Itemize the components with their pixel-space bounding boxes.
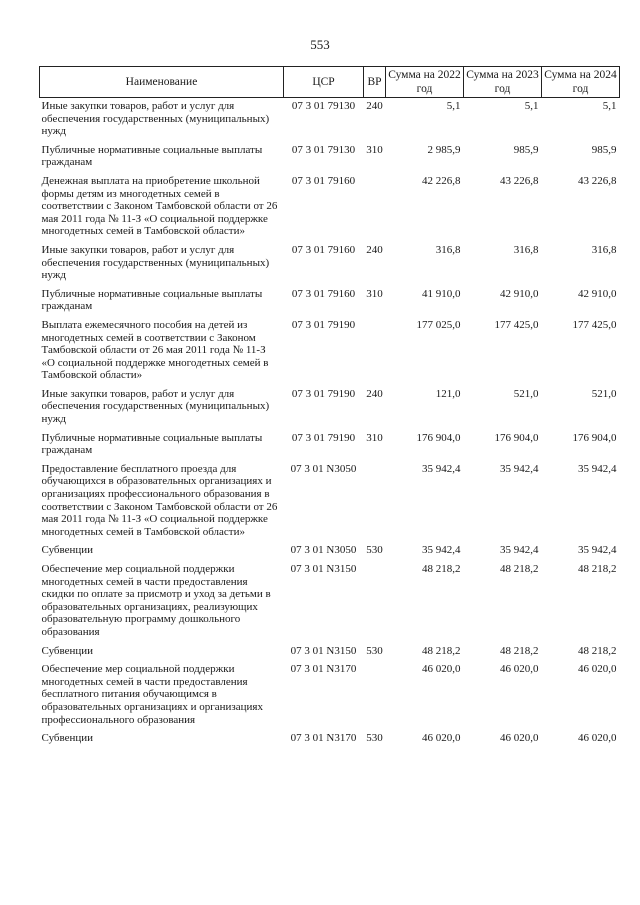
row-csr: 07 3 01 N3150	[290, 563, 357, 575]
row-vr: 530	[366, 644, 383, 657]
row-sum-2022: 46 020,0	[422, 732, 461, 745]
row-sum-2024: 35 942,4	[578, 462, 617, 475]
row-sum-2022: 177 025,0	[416, 318, 461, 331]
row-csr: 07 3 01 N3170	[290, 663, 357, 676]
header-vr: ВР	[364, 67, 386, 98]
row-vr: 240	[366, 243, 383, 256]
row-vr: 310	[366, 143, 383, 156]
row-csr: 07 3 01 79190	[291, 387, 356, 400]
table-row	[40, 388, 620, 432]
table-row	[40, 544, 620, 563]
row-sum-2023: 46 020,0	[500, 663, 539, 676]
row-sum-2022: 316,8	[435, 243, 461, 256]
row-name: Иные закупки товаров, работ и услуг для обеспечения государственных (муниципальных) нужд	[41, 100, 270, 138]
row-csr: 07 3 01 79130	[291, 100, 356, 112]
row-sum-2024: 316,8	[591, 243, 617, 256]
row-sum-2023: 43 226,8	[500, 174, 539, 187]
row-name: Публичные нормативные социальные выплаты гражданам	[41, 431, 263, 457]
table-row	[40, 563, 620, 645]
table-row	[40, 663, 620, 732]
table-row	[40, 98, 620, 144]
row-name: Денежная выплата на приобретение школьной формы детям из многодетных семей в соответствии с Законом Тамбовской области от 26 мая 2011 года № 11-З «О социальной поддержке многодетных семей в Тамбовской области»	[41, 174, 278, 238]
table-row	[40, 175, 620, 244]
row-sum-2022: 48 218,2	[422, 644, 461, 657]
row-sum-2022: 2 985,9	[427, 143, 461, 156]
row-vr	[364, 463, 386, 545]
row-sum-2024: 48 218,2	[578, 644, 617, 657]
row-vr: 310	[366, 431, 383, 444]
row-sum-2023: 316,8	[513, 243, 539, 256]
row-sum-2022: 46 020,0	[422, 663, 461, 676]
row-vr	[364, 319, 386, 388]
row-sum-2022: 121,0	[435, 387, 461, 400]
row-csr: 07 3 01 N3050	[290, 544, 357, 557]
row-sum-2024: 521,0	[591, 387, 617, 400]
row-vr	[364, 563, 386, 645]
row-vr	[364, 175, 386, 244]
page-number: 553	[310, 37, 330, 52]
row-sum-2022: 35 942,4	[422, 544, 461, 557]
header-sum-2023: Сумма на 2023 год	[464, 67, 542, 98]
row-name: Обеспечение мер социальной поддержки многодетных семей в части предоставления скидки по оплате за присмотр и уход за детьми в образовательных организациях, реализующих образовательную программу дошкольного образования	[41, 563, 271, 638]
table-row	[40, 319, 620, 388]
row-csr: 07 3 01 N3170	[290, 732, 357, 745]
row-sum-2024: 42 910,0	[578, 287, 617, 300]
row-sum-2023: 35 942,4	[500, 462, 539, 475]
row-sum-2024: 985,9	[591, 143, 617, 156]
row-sum-2022: 48 218,2	[422, 563, 461, 575]
row-sum-2023: 985,9	[513, 143, 539, 156]
row-sum-2023: 46 020,0	[500, 732, 539, 745]
header-sum-2022: Сумма на 2022 год	[386, 67, 464, 98]
row-sum-2023: 42 910,0	[500, 287, 539, 300]
row-sum-2022: 5,1	[446, 100, 461, 112]
row-sum-2024: 35 942,4	[578, 544, 617, 557]
row-sum-2023: 177 425,0	[494, 318, 539, 331]
header-csr: ЦСР	[284, 67, 364, 98]
row-sum-2023: 48 218,2	[500, 563, 539, 575]
header-name: Наименование	[40, 67, 284, 98]
table-row	[40, 244, 620, 288]
row-csr: 07 3 01 79160	[291, 243, 356, 256]
row-name: Публичные нормативные социальные выплаты гражданам	[41, 143, 263, 169]
row-csr: 07 3 01 79190	[291, 431, 356, 444]
row-vr: 530	[366, 732, 383, 745]
row-sum-2023: 48 218,2	[500, 644, 539, 657]
row-name: Иные закупки товаров, работ и услуг для обеспечения государственных (муниципальных) нужд	[41, 243, 270, 282]
row-sum-2024: 46 020,0	[578, 732, 617, 745]
row-vr: 310	[366, 287, 383, 300]
budget-table	[39, 66, 620, 745]
row-sum-2024: 43 226,8	[578, 174, 617, 187]
row-name: Субвенции	[41, 732, 94, 745]
row-csr: 07 3 01 79130	[291, 143, 356, 156]
row-csr: 07 3 01 N3050	[290, 462, 357, 475]
row-sum-2024: 177 425,0	[572, 318, 617, 331]
row-name: Выплата ежемесячного пособия на детей из многодетных семей в соответствии с Законом Тамбовской области от 26 мая 2011 года № 11-З «О социальной поддержке многодетных семей в Тамбовской области»	[41, 318, 269, 382]
row-vr: 240	[366, 100, 383, 112]
table-row	[40, 645, 620, 664]
row-sum-2024: 176 904,0	[572, 431, 617, 444]
row-sum-2022: 35 942,4	[422, 462, 461, 475]
table-row	[40, 144, 620, 175]
table-header	[40, 67, 620, 98]
table-row	[40, 463, 620, 545]
row-csr: 07 3 01 79190	[291, 318, 356, 331]
row-csr: 07 3 01 79160	[291, 287, 356, 300]
row-sum-2023: 176 904,0	[494, 431, 539, 444]
row-sum-2023: 521,0	[513, 387, 539, 400]
table-row	[40, 288, 620, 319]
row-name: Иные закупки товаров, работ и услуг для обеспечения государственных (муниципальных) нужд	[41, 387, 270, 426]
row-sum-2022: 42 226,8	[422, 174, 461, 187]
row-sum-2023: 5,1	[524, 100, 539, 112]
row-sum-2023: 35 942,4	[500, 544, 539, 557]
row-sum-2024: 5,1	[602, 100, 617, 112]
row-sum-2024: 48 218,2	[578, 563, 617, 575]
row-vr	[364, 663, 386, 732]
header-sum-2024: Сумма на 2024 год	[542, 67, 620, 98]
row-sum-2024: 46 020,0	[578, 663, 617, 676]
row-sum-2022: 176 904,0	[416, 431, 461, 444]
row-vr: 240	[366, 387, 383, 400]
row-name: Предоставление бесплатного проезда для обучающихся в образовательных организациях и организациях профессионального образования в соответствии с Законом Тамбовской области от 26 мая 2011 года № 11-З «О социальной поддержке многодетных семей в Тамбовской области»	[41, 462, 278, 538]
table-row	[40, 732, 620, 745]
row-vr: 530	[366, 544, 383, 557]
row-name: Публичные нормативные социальные выплаты гражданам	[41, 287, 263, 313]
row-name: Обеспечение мер социальной поддержки многодетных семей в части предоставления бесплатного питания обучающимся в образовательных организациях и организациях профессионального образования	[41, 663, 263, 726]
table-body	[40, 98, 620, 745]
row-sum-2022: 41 910,0	[422, 287, 461, 300]
row-name: Субвенции	[41, 544, 94, 557]
table-row	[40, 432, 620, 463]
row-csr: 07 3 01 N3150	[290, 644, 357, 657]
row-csr: 07 3 01 79160	[291, 174, 356, 187]
row-name: Субвенции	[41, 644, 94, 657]
